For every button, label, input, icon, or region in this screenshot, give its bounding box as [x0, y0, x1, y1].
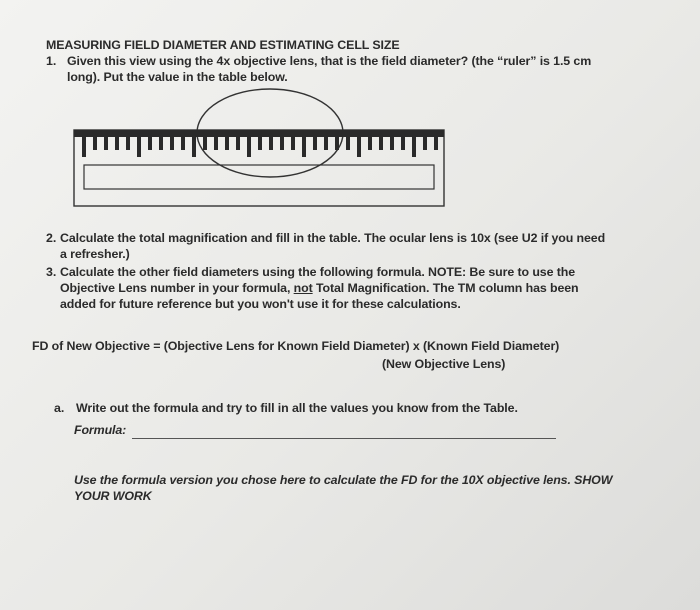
ruler-minor-tick — [346, 137, 350, 150]
instruction-line1: Use the formula version you chose here to calculate the FD for the 10X objective lens. SHOW — [74, 473, 613, 487]
ruler-minor-tick — [159, 137, 163, 150]
q3-not-emphasis: not — [293, 281, 313, 295]
formula-label: Formula: — [74, 423, 127, 437]
q2-text-line1: Calculate the total magnification and fill in the table. The ocular lens is 10x (see U2 if you need — [60, 231, 606, 245]
ruler-minor-tick — [93, 137, 97, 150]
q1-number: 1. — [46, 54, 57, 68]
ruler-major-tick — [192, 137, 196, 157]
ruler-major-tick — [82, 137, 86, 157]
q1-text-line2: long). Put the value in the table below. — [67, 70, 288, 84]
q3-text-line2 — [60, 280, 579, 296]
ruler-minor-tick — [269, 137, 273, 150]
ruler-minor-tick — [225, 137, 229, 150]
field-of-view-figure — [60, 80, 460, 215]
ruler-minor-tick — [126, 137, 130, 150]
ruler-minor-tick — [335, 137, 339, 150]
ruler-major-tick — [247, 137, 251, 157]
formula-answer-line[interactable] — [132, 438, 556, 439]
q3-line2-end: Total Magnification. The TM column has been — [312, 281, 579, 295]
q3-number: 3. — [46, 265, 57, 279]
q3-text-line1: Calculate the other field diameters using the following formula. NOTE: Be sure to use the — [60, 265, 576, 279]
ruler-minor-tick — [104, 137, 108, 150]
ruler-major-tick — [302, 137, 306, 157]
ruler-minor-tick — [313, 137, 317, 150]
ruler-major-tick — [137, 137, 141, 157]
q1-text-line1: Given this view using the 4x objective lens, that is the field diameter? (the “ruler” is 1.5 cm — [67, 54, 592, 68]
ruler-minor-tick — [324, 137, 328, 150]
ruler-top-bar — [74, 130, 444, 137]
page-title: MEASURING FIELD DIAMETER AND ESTIMATING CELL SIZE — [46, 38, 400, 52]
ruler-minor-tick — [368, 137, 372, 150]
q2-text-line2: a refresher.) — [60, 247, 130, 261]
ruler-major-tick — [412, 137, 416, 157]
ruler-minor-tick — [401, 137, 405, 150]
ruler-minor-tick — [115, 137, 119, 150]
q3-line2-start: Objective Lens number in your formula, — [60, 281, 294, 295]
ruler-minor-tick — [170, 137, 174, 150]
qa-text: Write out the formula and try to fill in all the values you know from the Table. — [76, 401, 518, 415]
ruler-minor-tick — [236, 137, 240, 150]
ruler-minor-tick — [148, 137, 152, 150]
ruler-minor-tick — [181, 137, 185, 150]
ruler-minor-tick — [379, 137, 383, 150]
ruler-minor-tick — [214, 137, 218, 150]
q3-text-line3: added for future reference but you won't use it for these calculations. — [60, 297, 461, 311]
ruler-minor-tick — [280, 137, 284, 150]
q2-number: 2. — [46, 231, 57, 245]
ruler-minor-tick — [291, 137, 295, 150]
ruler-ticks — [82, 137, 438, 157]
ruler-major-tick — [357, 137, 361, 157]
ruler-minor-tick — [258, 137, 262, 150]
formula-denominator: (New Objective Lens) — [382, 357, 506, 371]
ruler-minor-tick — [390, 137, 394, 150]
ruler-figure — [60, 80, 460, 215]
qa-letter: a. — [54, 401, 65, 415]
ruler-minor-tick — [203, 137, 207, 150]
formula-numerator: FD of New Objective = (Objective Lens for Known Field Diameter) x (Known Field Diameter) — [32, 339, 560, 353]
ruler-minor-tick — [423, 137, 427, 150]
ruler-minor-tick — [434, 137, 438, 150]
instruction-line2: YOUR WORK — [74, 489, 152, 503]
